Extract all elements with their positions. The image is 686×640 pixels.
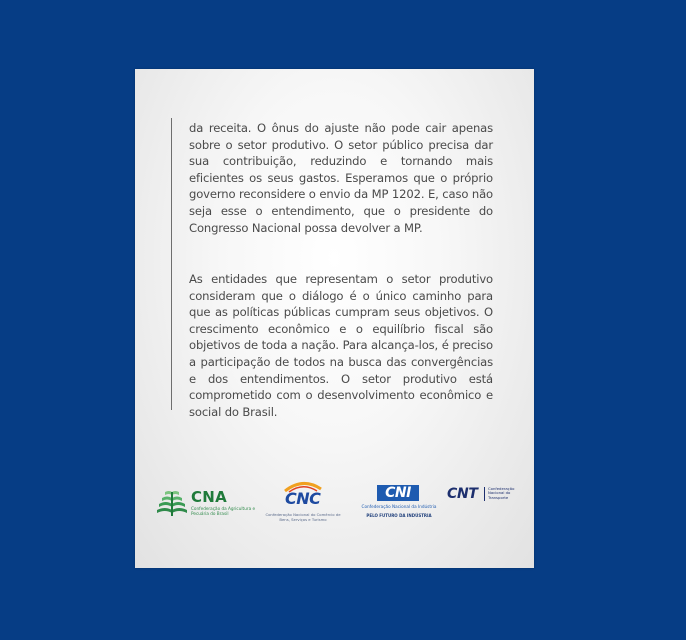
- cni-tagline: PELO FUTURO DA INDÚSTRIA: [366, 513, 432, 518]
- cni-logo: [357, 485, 441, 529]
- logos-row: [135, 481, 534, 541]
- cnc-logo: [261, 479, 345, 529]
- cnt-subtitle: Confederação Nacional do Transporte: [488, 486, 515, 500]
- cnt-divider: [484, 487, 485, 501]
- paragraph-1: da receita. O ônus do ajuste não pode cair apenas sobre o setor produtivo. O setor público precisa dar sua contribuição, reduzindo e tornando mais eficientes os seus gastos. Esperamos que o próprio governo reconsidere o envio da MP 1202. E, caso não seja esse o entendimento, que o presidente do Congresso Nacional possa devolver a MP.: [189, 121, 493, 235]
- cnt-logo: [447, 486, 519, 506]
- cni-name: CNI: [377, 485, 419, 501]
- cna-name: CNA: [191, 488, 228, 506]
- cna-subtitle: Confederação da Agricultura e Pecuária do Brasil: [191, 506, 256, 516]
- cnt-name: CNT: [447, 486, 478, 502]
- paragraph-2: As entidades que representam o setor produtivo consideram que o diálogo é o único caminho para que as políticas públicas cumpram seus objetivos. O crescimento econômico e o equilíbrio fiscal são objetivos de toda a nação. Para alcança-los, é preciso a participação de todos na busca das convergências e dos entendimentos. O setor produtivo está comprometido com o desenvolvimento econômico e social do Brasil.: [189, 272, 493, 419]
- cna-logo: [155, 484, 255, 524]
- cnc-subtitle: Confederação Nacional do Comércio de Bens, Serviços e Turismo: [265, 512, 341, 522]
- cnc-name: CNC: [285, 489, 321, 508]
- document-card: [135, 69, 534, 568]
- wheat-icon: [155, 488, 189, 518]
- vertical-rule: [171, 118, 172, 410]
- cni-subtitle: Confederação Nacional da Indústria: [361, 504, 437, 509]
